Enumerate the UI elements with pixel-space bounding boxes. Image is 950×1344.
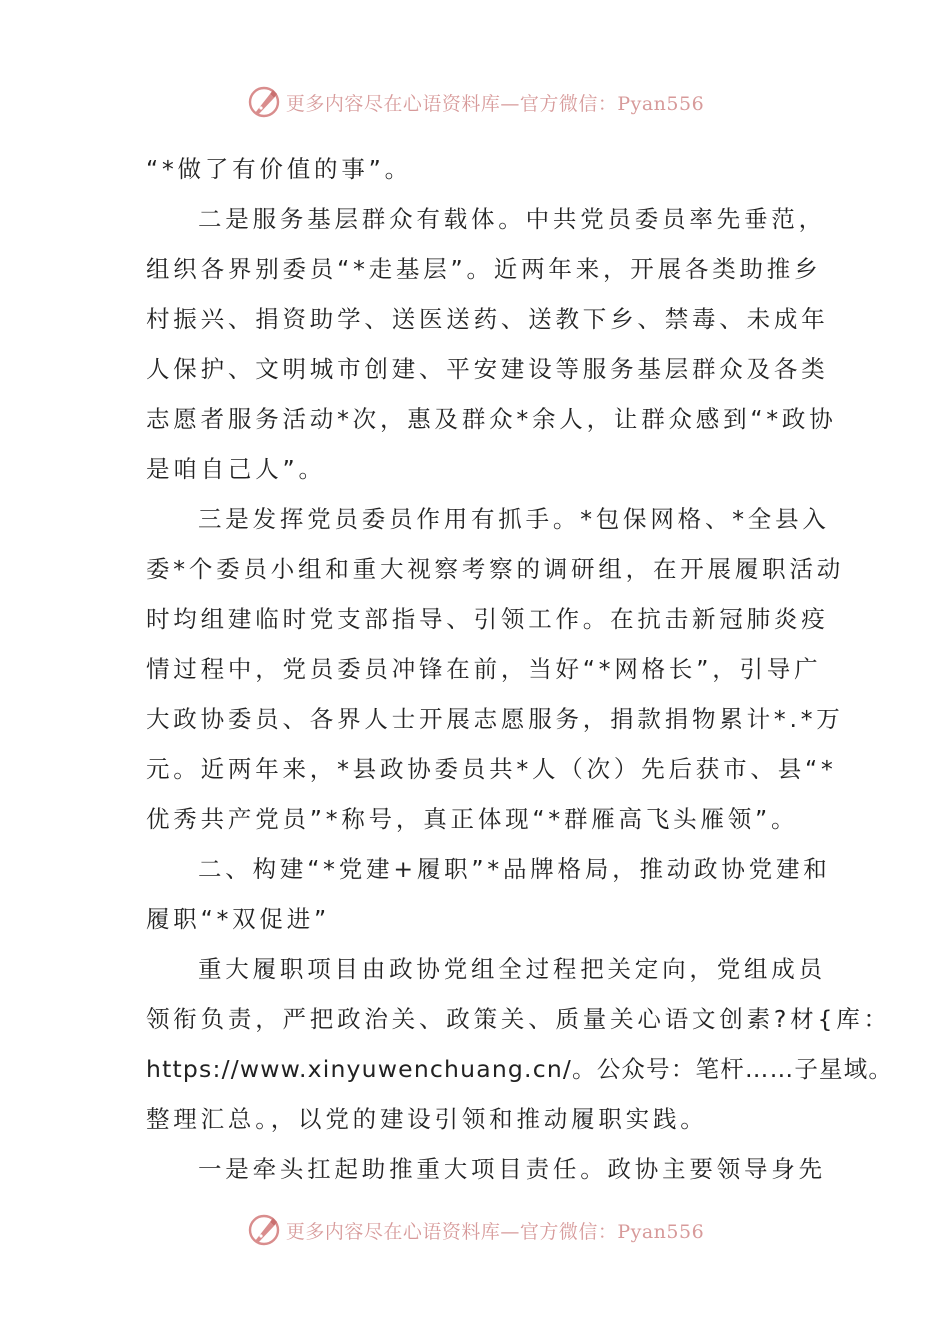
text-line: 领衔负责，严把政治关、政策关、质量关心语文创素?材{库： bbox=[146, 1005, 891, 1033]
text-line: 优秀共产党员”*称号，真正体现“*群雁高飞头雁领”。 bbox=[146, 805, 799, 833]
text-line: 志愿者服务活动*次，惠及群众*余人，让群众感到“*政协 bbox=[146, 405, 837, 433]
text-line: 组织各界别委员“*走基层”。近两年来，开展各类助推乡 bbox=[146, 255, 822, 283]
text-line: 三是发挥党员委员作用有抓手。*包保网格、*全县入 bbox=[198, 505, 830, 533]
text-line: 整理汇总。，以党的建设引领和推动履职实践。 bbox=[146, 1105, 708, 1133]
text-line: https://www.xinyuwenchuang.cn/。公众号：笔杆……子星域。 bbox=[146, 1055, 894, 1083]
text-line: 一是牵头扛起助推重大项目责任。政协主要领导身先 bbox=[198, 1155, 826, 1183]
pen-nib-icon bbox=[246, 84, 282, 120]
text-line: 大政协委员、各界人士开展志愿服务，捐款捐物累计*.*万 bbox=[146, 705, 844, 733]
pen-nib-icon bbox=[246, 1212, 282, 1248]
text-line: 时均组建临时党支部指导、引领工作。在抗击新冠肺炎疫 bbox=[146, 605, 829, 633]
text-line: 履职“*双促进” bbox=[146, 905, 330, 933]
text-line: 二、构建“*党建+履职”*品牌格局，推动政协党建和 bbox=[198, 855, 831, 883]
text-line: 情过程中，党员委员冲锋在前，当好“*网格长”，引导广 bbox=[146, 655, 822, 683]
document-body bbox=[146, 144, 894, 1194]
footer-watermark-banner bbox=[0, 1210, 950, 1250]
text-line: 重大履职项目由政协党组全过程把关定向，党组成员 bbox=[198, 955, 826, 983]
text-line: 二是服务基层群众有载体。中共党员委员率先垂范， bbox=[198, 205, 826, 233]
banner-text: 更多内容尽在心语资料库—官方微信：Pyan556 bbox=[285, 92, 705, 115]
banner-text: 更多内容尽在心语资料库—官方微信：Pyan556 bbox=[285, 1220, 705, 1243]
text-line: 人保护、文明城市创建、平安建设等服务基层群众及各类 bbox=[146, 355, 829, 383]
header-watermark-banner bbox=[0, 82, 950, 122]
text-line: 村振兴、捐资助学、送医送药、送教下乡、禁毒、未成年 bbox=[146, 305, 829, 333]
text-line: 是咱自己人”。 bbox=[146, 455, 326, 483]
text-line: 元。近两年来，*县政协委员共*人（次）先后获市、县“* bbox=[146, 755, 837, 783]
text-line: “*做了有价值的事”。 bbox=[146, 155, 412, 183]
text-line: 委*个委员小组和重大视察考察的调研组，在开展履职活动 bbox=[146, 555, 845, 583]
